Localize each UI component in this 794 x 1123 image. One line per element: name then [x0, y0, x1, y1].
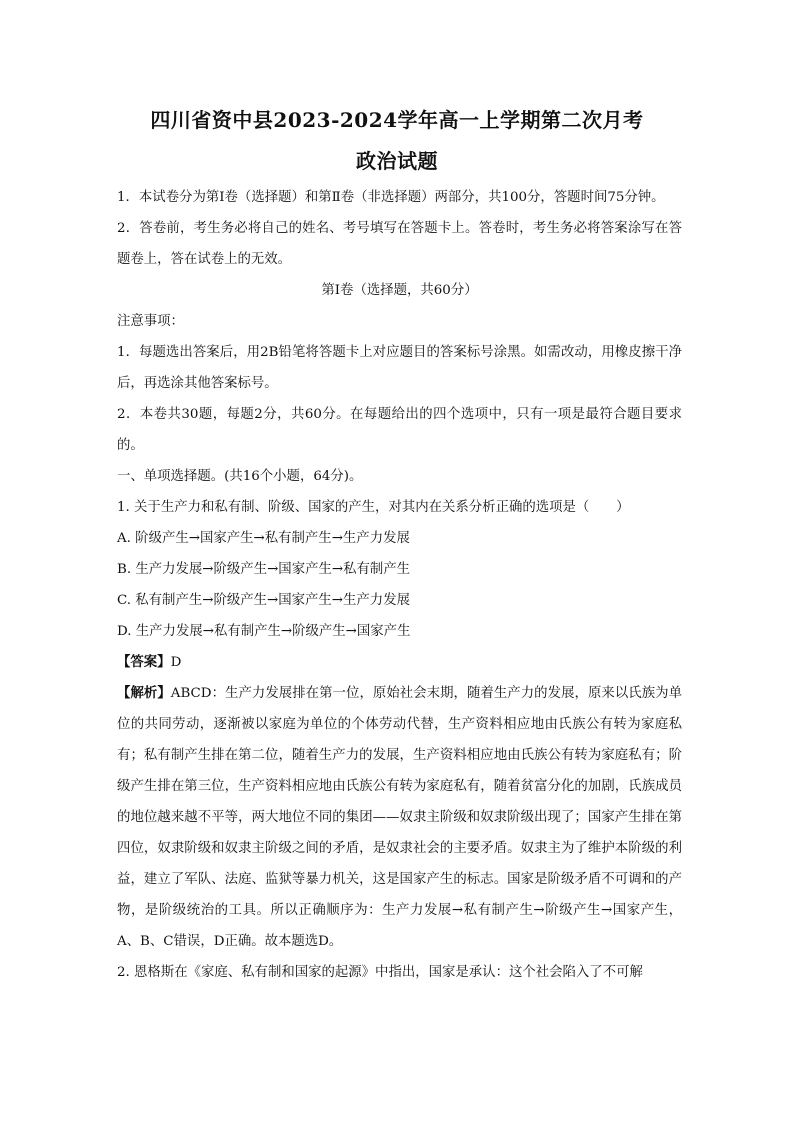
- answer-label: 【答案】: [117, 654, 171, 670]
- question-1-stem: 1. 关于生产力和私有制、阶级、国家的产生，对其内在关系分析正确的选项是（ ）: [117, 500, 630, 515]
- part1-heading: 第Ⅰ卷（选择题，共60分）: [321, 283, 478, 298]
- question-2-stem: 2. 恩格斯在《家庭、私有制和国家的起源》中指出，国家是承认：这个社会陷入了不可解: [117, 965, 643, 980]
- question-1-option-a: A. 阶级产生→国家产生→私有制产生→生产力发展: [117, 531, 410, 546]
- analysis-text: ABCD：生产力发展排在第一位，原始社会末期，随着生产力的发展，原来以氏族为单位的共同劳动，逐渐被以家庭为单位的个体劳动代替，生产资料相应地由氏族公有转为家庭私有；私有制产生排在第二位，随着生产力的发展，生产资料相应地由氏族公有转为家庭私有；阶级产生排在第三位，生产资料相应地由氏族公有转为家庭私有，随着贫富分化的加剧，氏族成员的地位越来越不平等，两大地位不同的集团——奴隶主阶级和奴隶阶级出现了；国家产生排在第四位，奴隶阶级和奴隶主阶级之间的矛盾，是奴隶社会的主要矛盾。奴隶主为了维护本阶级的利益，建立了军队、法庭、监狱等暴力机关，这是国家产生的标志。国家是阶级矛盾不可调和的产物，是阶级统治的工具。所以正确顺序为：生产力发展→私有制产生→阶级产生→国家产生，A、B、C错误，D正确。故本题选D。: [117, 686, 683, 949]
- document-title: 四川省资中县2023-2024学年高一上学期第二次月考: [150, 108, 644, 132]
- question-1-option-d: D. 生产力发展→私有制产生→阶级产生→国家产生: [117, 624, 411, 639]
- note-2: 2．本卷共30题，每题2分，共60分。在每题给出的四个选项中，只有一项是最符合题目要求的。: [117, 407, 682, 453]
- notes-label: 注意事项：: [117, 314, 184, 329]
- section-title: 一、单项选择题。(共16个小题，64分)。: [117, 469, 363, 484]
- analysis-label: 【解析】: [117, 685, 171, 701]
- question-1-answer: [117, 647, 682, 678]
- document-subtitle: 政治试题: [356, 149, 438, 173]
- question-1-option-c: C. 私有制产生→阶级产生→国家产生→生产力发展: [117, 593, 410, 608]
- instruction-1: 1．本试卷分为第Ⅰ卷（选择题）和第Ⅱ卷（非选择题）两部分，共100分，答题时间75分钟。: [117, 190, 665, 205]
- instruction-2: 2．答卷前，考生务必将自己的姓名、考号填写在答题卡上。答卷时，考生务必将答案涂写在答题卷上，答在试卷上的无效。: [117, 221, 682, 267]
- question-1-analysis: [117, 678, 682, 957]
- answer-value: D: [170, 655, 182, 670]
- document-body: [117, 182, 682, 988]
- question-1-option-b: B. 生产力发展→阶级产生→国家产生→私有制产生: [117, 562, 411, 577]
- note-1: 1．每题选出答案后，用2B铅笔将答题卡上对应题目的答案标号涂黑。如需改动，用橡皮擦干净后，再选涂其他答案标号。: [117, 345, 682, 391]
